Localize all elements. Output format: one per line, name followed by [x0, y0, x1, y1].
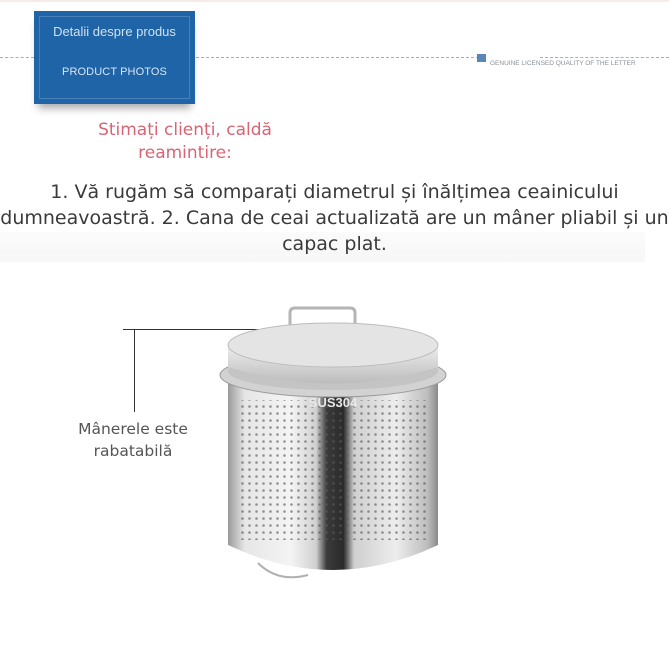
product-details-badge [34, 11, 195, 104]
divider-dashed-left [0, 57, 34, 58]
svg-text:SUS304: SUS304 [308, 395, 358, 410]
tagline: GENUINE LICENSED QUALITY OF THE LETTER [490, 60, 636, 67]
top-border [0, 0, 669, 2]
product-image [218, 305, 448, 585]
divider-dashed-middle [196, 57, 479, 58]
callout-label: Mânerele este rabatabilă [78, 420, 188, 460]
callout-line-vertical [134, 329, 135, 412]
notice-text: 1. Vă rugăm să comparați diametrul și înălțimea ceainicului dumneavoastră. 2. Cana de ceai actualizată are un mâner pliabil și un capac plat. [0, 181, 669, 255]
tagline-marker-icon [477, 54, 486, 62]
divider-dashed-right [540, 57, 669, 58]
badge-title: Detalii despre produs [53, 24, 176, 39]
tea-infuser-icon [218, 305, 448, 585]
badge-subtitle: PRODUCT PHOTOS [62, 66, 167, 78]
greeting-heading: Stimați clienți, caldă reamintire: [98, 120, 272, 163]
